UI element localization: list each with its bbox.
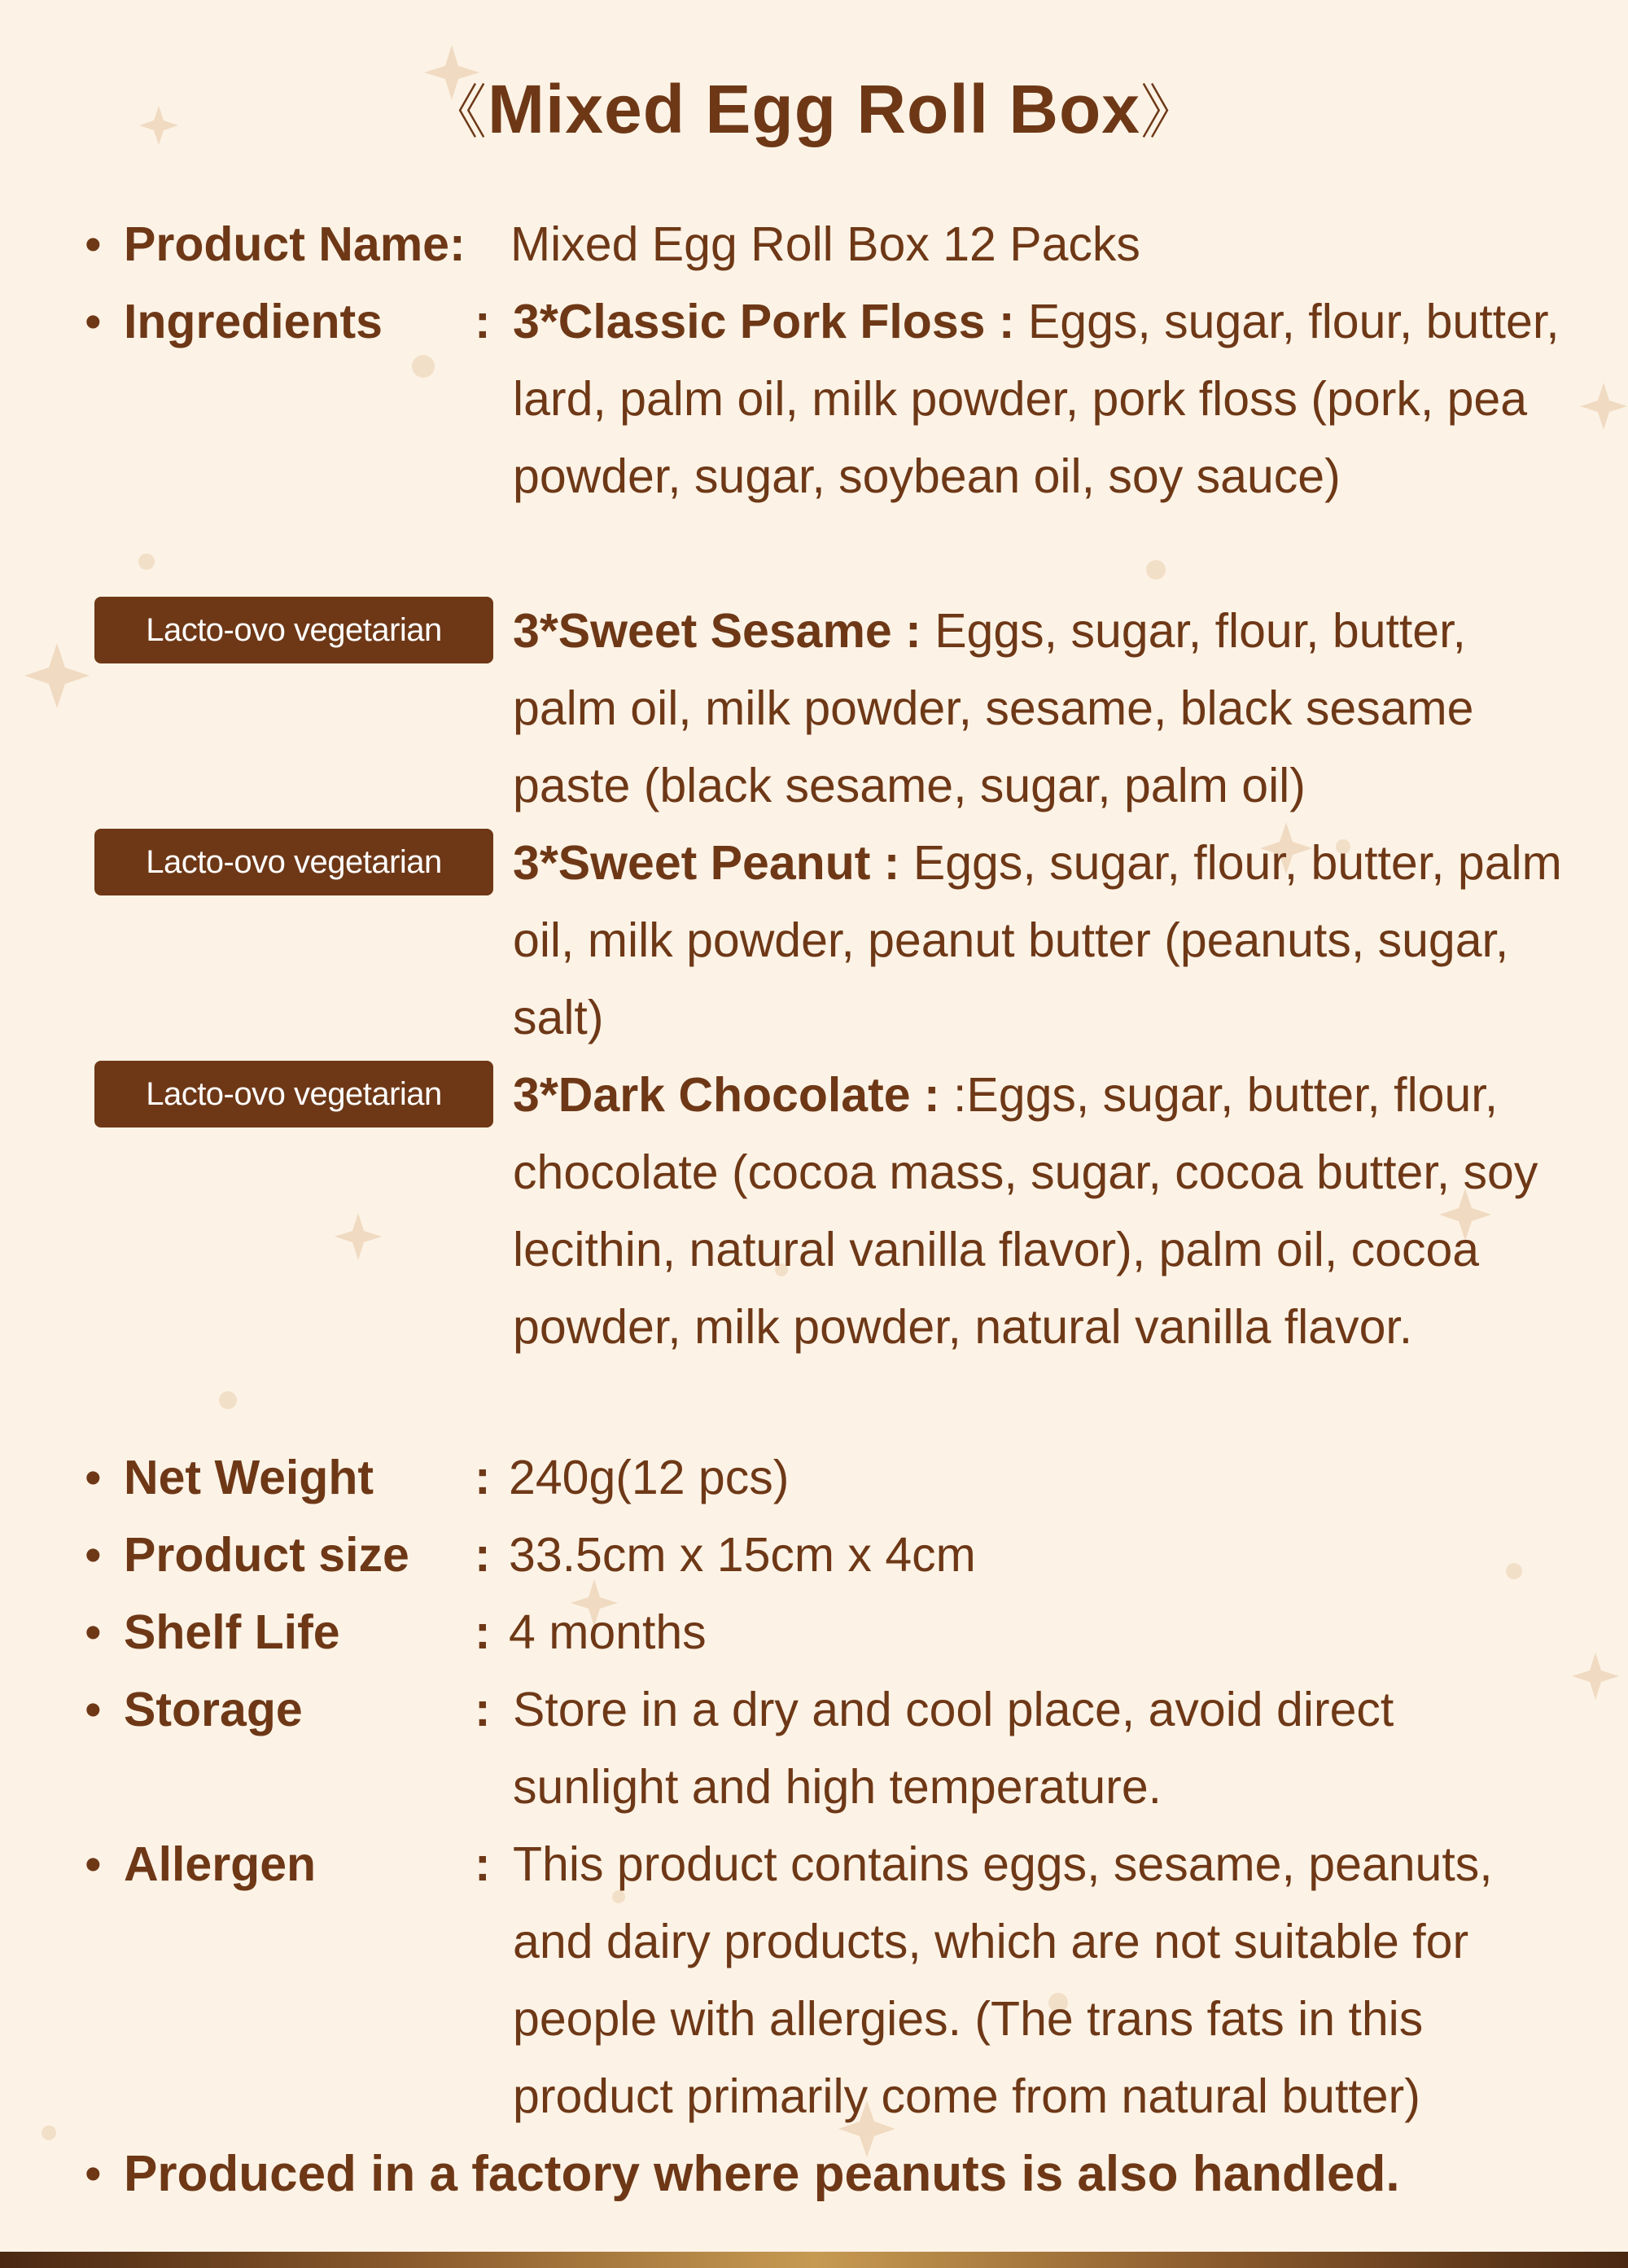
ingredient-item-dark-chocolate	[513, 1057, 1563, 1366]
net-weight-colon: :	[475, 1451, 491, 1504]
shelf-life-value: 4 months	[509, 1605, 707, 1659]
factory-note: Produced in a factory where peanuts is also handled.	[124, 2146, 1400, 2202]
ingredient-text: :Eggs, sugar, butter, flour, chocolate (cocoa mass, sugar, cocoa butter, soy lecithin, natural vanilla flavor), palm oil, cocoa powder, milk powder, natural vanilla flavor.	[513, 1068, 1538, 1354]
product-size-colon: :	[475, 1528, 491, 1582]
bullet: •	[85, 1605, 102, 1659]
allergen-value: This product contains eggs, sesame, peanuts, and dairy products, which are not suitable for people with allergies. (The trans fats in this product primarily come from natural butter)	[513, 1837, 1493, 2123]
storage-colon: :	[475, 1683, 491, 1736]
bullet: •	[85, 1683, 102, 1736]
ingredient-item-pork-floss	[513, 283, 1563, 515]
title-open-mark: 《	[427, 78, 488, 147]
title-close-mark: 》	[1140, 78, 1201, 147]
shelf-life-colon: :	[475, 1605, 491, 1659]
ingredient-name: 3*Sweet Peanut :	[513, 836, 900, 890]
vegetarian-badge: Lacto-ovo vegetarian	[94, 1061, 493, 1127]
bullet: •	[85, 295, 102, 348]
ingredient-name: 3*Classic Pork Floss :	[513, 295, 1015, 348]
ingredient-text: Eggs, sugar, flour, butter, lard, palm oil, milk powder, pork floss (pork, pea powder, sugar, soybean oil, soy sauce)	[513, 295, 1560, 503]
bullet: •	[85, 1451, 102, 1504]
storage-value: Store in a dry and cool place, avoid direct sunlight and high temperature.	[513, 1683, 1394, 1814]
allergen-colon: :	[475, 1837, 491, 1891]
net-weight-value: 240g(12 pcs)	[509, 1451, 790, 1504]
bullet: •	[85, 1528, 102, 1582]
allergen-label: Allergen	[124, 1837, 317, 1891]
vegetarian-badge: Lacto-ovo vegetarian	[94, 829, 493, 895]
ingredient-text: Eggs, sugar, flour, butter, palm oil, milk powder, sesame, black sesame paste (black sesame, sugar, palm oil)	[513, 604, 1474, 812]
bottom-border	[0, 2252, 1628, 2268]
title-text: Mixed Egg Roll Box	[487, 71, 1141, 147]
bullet: •	[85, 2147, 102, 2200]
product-name-label: Product Name:	[124, 217, 466, 271]
ingredients-label: Ingredients	[124, 295, 383, 348]
ingredient-item-sweet-peanut	[513, 825, 1563, 1057]
net-weight-label: Net Weight	[124, 1451, 374, 1504]
ingredient-name: 3*Dark Chocolate :	[513, 1068, 940, 1122]
storage-label: Storage	[124, 1683, 303, 1736]
product-size-value: 33.5cm x 15cm x 4cm	[509, 1528, 976, 1582]
ingredient-item-sweet-sesame	[513, 593, 1563, 825]
shelf-life-label: Shelf Life	[124, 1605, 340, 1659]
product-size-label: Product size	[124, 1528, 409, 1582]
ingredients-colon: :	[475, 295, 491, 348]
vegetarian-badge: Lacto-ovo vegetarian	[94, 597, 493, 663]
ingredient-text: Eggs, sugar, flour, butter, palm oil, milk powder, peanut butter (peanuts, sugar, salt)	[513, 836, 1562, 1044]
product-name-value: Mixed Egg Roll Box 12 Packs	[510, 217, 1140, 271]
page-title	[0, 68, 1628, 153]
bullet: •	[85, 1837, 102, 1891]
ingredient-name: 3*Sweet Sesame :	[513, 604, 921, 658]
bullet: •	[85, 217, 102, 271]
